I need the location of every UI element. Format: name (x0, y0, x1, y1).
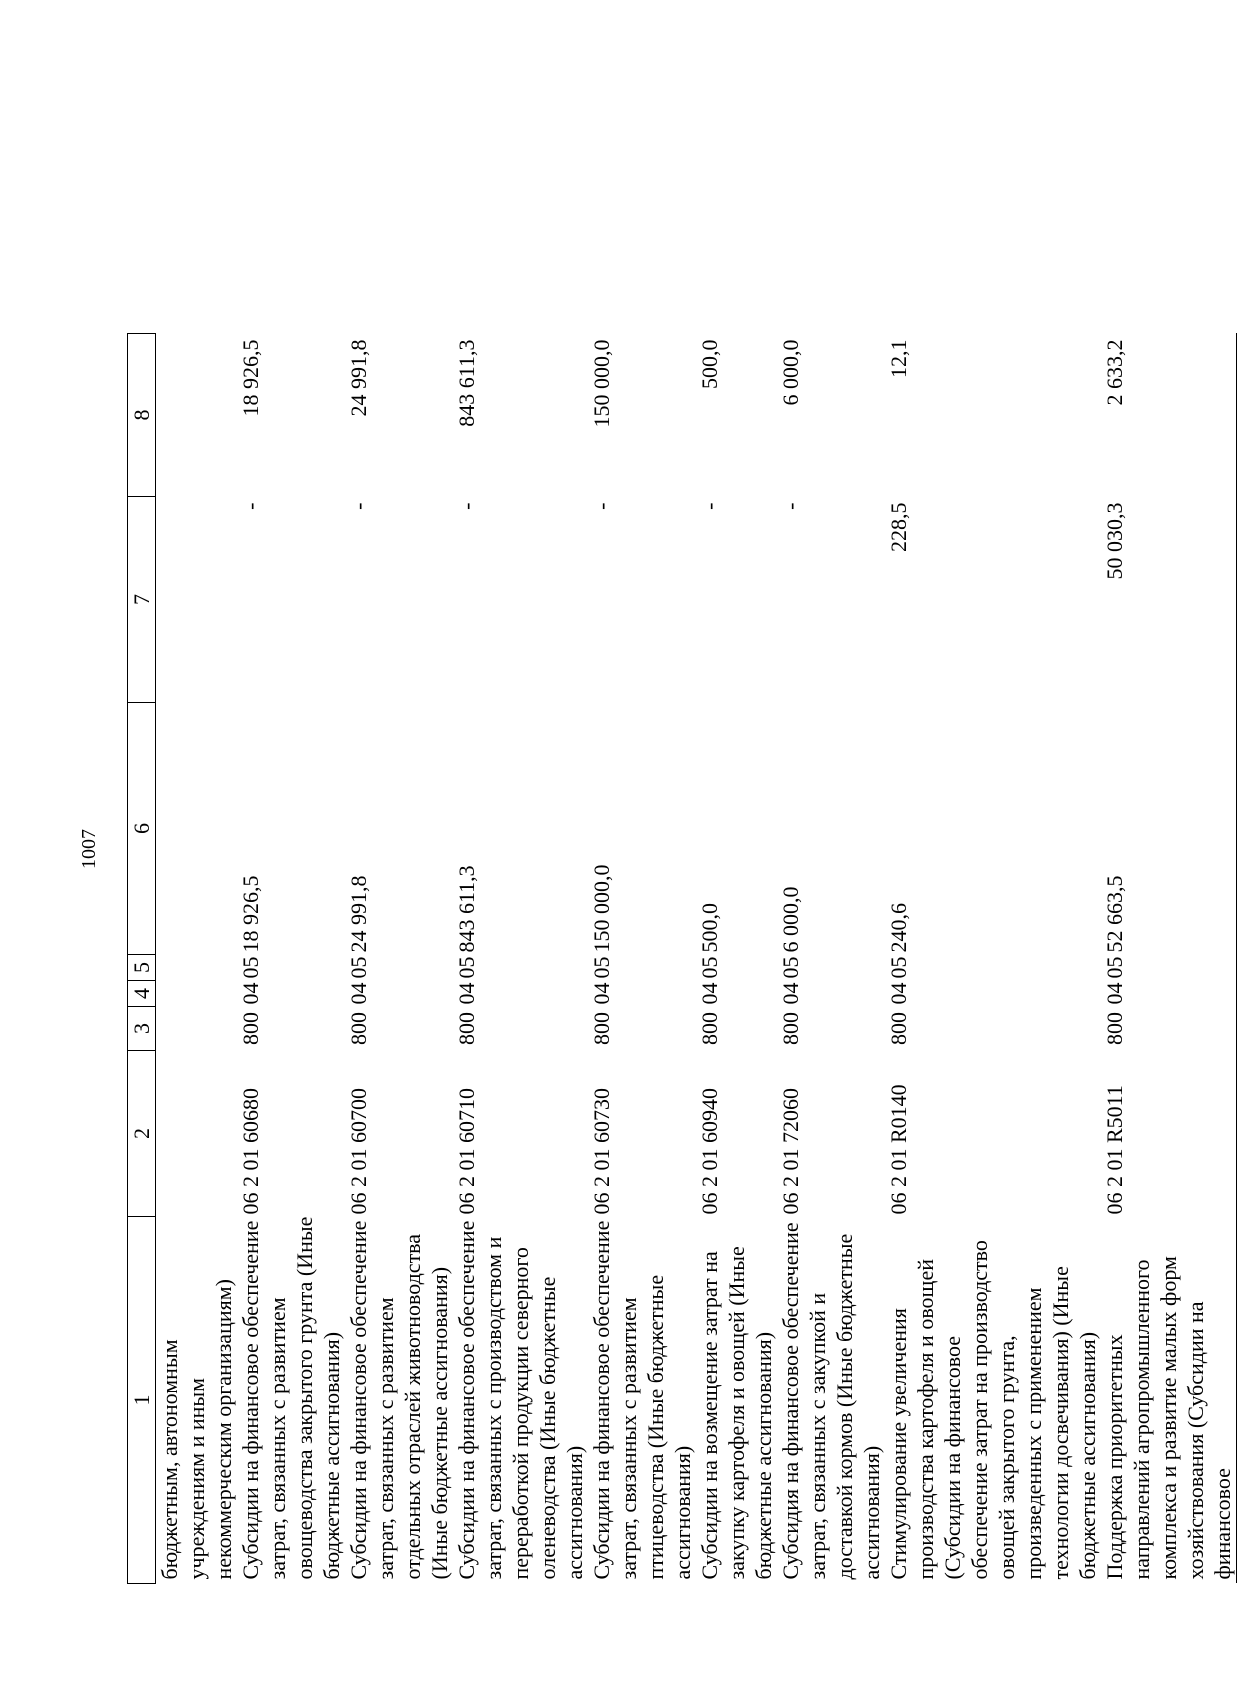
row-federal: 228,5 (886, 502, 911, 552)
table-row (885, 334, 1101, 1584)
row-section: 04 (1101, 981, 1237, 1007)
table-row (696, 334, 777, 1584)
row-name: Поддержка приоритетных направлений агропромышленного комплекса и развитие малых форм хозяйствования (Субсидии на финансовое (1101, 1217, 1237, 1584)
row-ministry: 800 (697, 1012, 722, 1045)
row-amount: 150 000,0 (589, 864, 614, 953)
row-federal: - (454, 502, 479, 510)
row-ministry: 800 (886, 1012, 911, 1045)
table-row (1101, 334, 1237, 1584)
row-section: 04 (697, 982, 722, 1005)
row-regional: 6 000,0 (778, 339, 803, 406)
row-subsection: 05 (238, 956, 263, 979)
row-code: 06 2 01 72060 (778, 1088, 803, 1215)
row-code: 06 2 01 60700 (346, 1088, 371, 1215)
row-amount: 6 000,0 (778, 886, 803, 953)
row-name: Субсидии на финансовое обеспечение затрат, связанных с развитием отдельных отраслей животноводства (Иные бюджетные ассигнования) (346, 1220, 452, 1580)
table-row (345, 334, 453, 1584)
row-regional: 18 926,5 (238, 339, 263, 417)
row-ministry: 800 (346, 1012, 371, 1045)
table-row (237, 334, 345, 1584)
row-regional: 500,0 (697, 339, 722, 389)
row-code: 06 2 01 60940 (697, 1088, 722, 1215)
row-section: 04 (346, 982, 371, 1005)
row-regional: 843 611,3 (454, 339, 479, 427)
header-col-7: 7 (128, 497, 156, 703)
row-name: бюджетным, автономным учреждениям и иным некоммерческим организациям) (157, 1279, 236, 1580)
header-col-8: 8 (128, 334, 156, 497)
page-number: 1007 (78, 829, 100, 869)
row-ministry: 800 (1101, 1007, 1237, 1051)
row-regional (156, 334, 238, 497)
row-regional: 150 000,0 (589, 339, 614, 428)
header-col-6: 6 (128, 703, 156, 955)
row-regional: 12,1 (886, 339, 911, 378)
row-name: Субсидия на финансовое обеспечение затрат, связанных с закупкой и доставкой кормов (Иные бюджетные ассигнования) (778, 1222, 884, 1580)
row-name: Субсидии на финансовое обеспечение затрат, связанных с развитием птицеводства (Иные бюджетные ассигнования) (589, 1220, 695, 1580)
row-ministry: 800 (454, 1012, 479, 1045)
budget-table (127, 333, 1237, 1584)
row-ministry: 800 (589, 1012, 614, 1045)
row-amount: 843 611,3 (454, 865, 479, 953)
header-col-1: 1 (128, 1217, 156, 1584)
header-col-5: 5 (128, 955, 156, 981)
row-name: Субсидии на финансовое обеспечение затрат, связанных с производством и переработкой продукции северного оленеводства (Иные бюджетные ассигнования) (454, 1220, 587, 1580)
row-federal: - (697, 502, 722, 510)
table-row (453, 334, 588, 1584)
row-name: Субсидии на возмещение затрат на закупку картофеля и овощей (Иные бюджетные ассигнования) (697, 1246, 776, 1580)
row-code: 06 2 01 R0140 (886, 1084, 911, 1215)
header-col-3: 3 (128, 1007, 156, 1051)
row-federal: 50 030,3 (1101, 497, 1237, 703)
row-regional: 24 991,8 (346, 339, 371, 417)
row-code: 06 2 01 60680 (238, 1088, 263, 1215)
row-amount: 240,6 (886, 903, 911, 953)
row-code: 06 2 01 R5011 (1101, 1051, 1237, 1217)
row-amount (156, 703, 238, 955)
table-row (588, 334, 696, 1584)
row-subsection: 05 (454, 956, 479, 979)
row-name: Стимулирование увеличения производства картофеля и овощей (Субсидии на финансовое обеспечение затрат на производство овощей закрытого грунта, произведенных с применением технологии досвечивания) (Иные бюджетные ассигнования) (886, 1240, 1100, 1580)
row-federal: - (778, 502, 803, 510)
row-section: 04 (589, 982, 614, 1005)
row-regional: 2 633,2 (1101, 334, 1237, 497)
row-section: 04 (778, 982, 803, 1005)
row-subsection: 05 (346, 956, 371, 979)
row-code (156, 1051, 238, 1217)
row-subsection: 05 (589, 956, 614, 979)
row-code: 06 2 01 60710 (454, 1088, 479, 1215)
row-federal (156, 497, 238, 703)
row-ministry: 800 (238, 1012, 263, 1045)
row-section: 04 (886, 982, 911, 1005)
row-ministry (156, 1007, 238, 1051)
row-section: 04 (454, 982, 479, 1005)
row-subsection: 05 (1101, 955, 1237, 981)
row-federal: - (346, 502, 371, 510)
row-amount: 52 663,5 (1101, 703, 1237, 955)
row-amount: 500,0 (697, 903, 722, 953)
table-row (777, 334, 885, 1584)
table-row (156, 334, 238, 1584)
header-col-2: 2 (128, 1051, 156, 1217)
row-subsection: 05 (697, 956, 722, 979)
row-code: 06 2 01 60730 (589, 1088, 614, 1215)
row-subsection: 05 (778, 956, 803, 979)
header-col-4: 4 (128, 981, 156, 1007)
row-amount: 18 926,5 (238, 875, 263, 953)
row-subsection (156, 955, 238, 981)
header-row (128, 334, 156, 1584)
row-section (156, 981, 238, 1007)
row-federal: - (238, 502, 263, 510)
row-amount: 24 991,8 (346, 875, 371, 953)
row-section: 04 (238, 982, 263, 1005)
row-name: Субсидии на финансовое обеспечение затрат, связанных с развитием овощеводства закрытого грунта (Иные бюджетные ассигнования) (238, 1216, 344, 1580)
row-ministry: 800 (778, 1012, 803, 1045)
row-federal: - (589, 502, 614, 510)
row-subsection: 05 (886, 956, 911, 979)
